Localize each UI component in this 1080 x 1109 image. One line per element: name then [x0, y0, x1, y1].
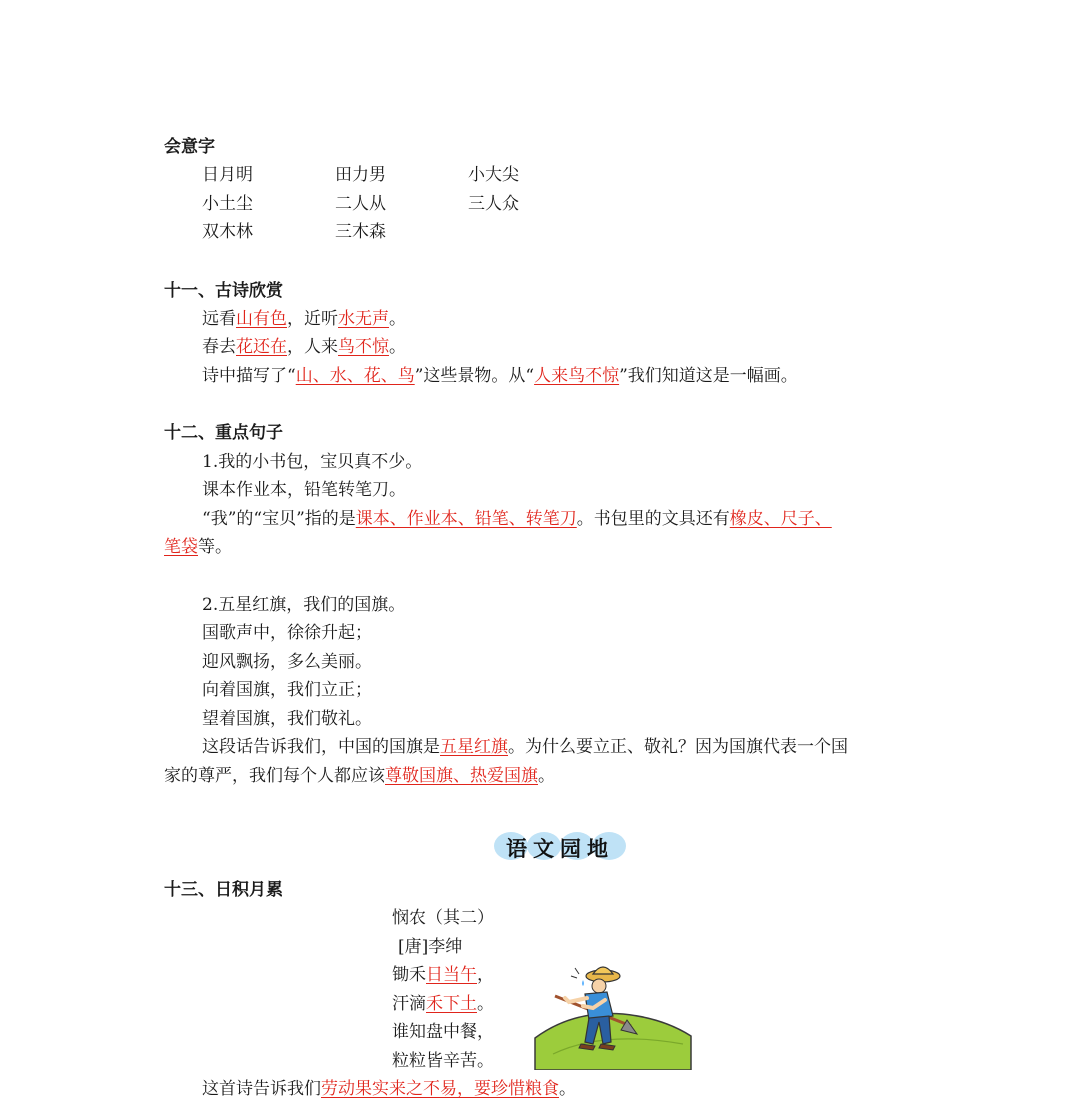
word-item: 日月明	[202, 165, 253, 185]
answer-line: “我”的“宝贝”指的是课本、作业本、铅笔、转笔刀。书包里的文具还有橡皮、尺子、	[202, 509, 832, 529]
poem-line: 远看山有色，近听水无声。	[202, 309, 406, 329]
sentence-line: 向着国旗，我们立正；	[202, 680, 372, 700]
poem-author: [唐]李绅	[398, 937, 463, 957]
poem-line: 锄禾日当午，	[392, 965, 494, 985]
sentence-line: 2.五星红旗，我们的国旗。	[202, 595, 406, 615]
poem-line: 汗滴禾下土。	[392, 994, 494, 1014]
answer-text: 人来鸟不惊	[534, 366, 620, 386]
word-item: 三木森	[335, 222, 386, 242]
poem-line: 谁知盘中餐，	[392, 1022, 494, 1042]
word-item: 二人从	[335, 194, 386, 214]
yuwen-yuandi-banner	[494, 826, 626, 866]
answer-line: 这首诗告诉我们劳动果实来之不易，要珍惜粮食。	[202, 1079, 576, 1099]
word-item: 双木林	[202, 222, 253, 242]
word-item: 小土尘	[202, 194, 253, 214]
poem-line: 春去花还在，人来鸟不惊。	[202, 337, 406, 357]
poem-line: 粒粒皆辛苦。	[392, 1051, 494, 1071]
poem-title: 悯农（其二）	[392, 908, 494, 928]
answer-text: 五星红旗	[440, 737, 508, 757]
section-title-rijiyuelei: 十三、日积月累	[164, 880, 283, 900]
answer-text: 尊敬国旗、热爱国旗	[385, 766, 538, 786]
banner-title: 语文园地	[506, 837, 614, 861]
sentence-line: 国歌声中，徐徐升起；	[202, 623, 372, 643]
explanation-line: 诗中描写了“山、水、花、鸟”这些景物。从“人来鸟不惊”我们知道这是一幅画。	[202, 366, 798, 386]
answer-text: 日当午	[426, 965, 477, 985]
answer-text: 劳动果实来之不易，要珍惜粮食	[321, 1079, 559, 1099]
sentence-line: 课本作业本，铅笔转笔刀。	[202, 480, 406, 500]
answer-text: 笔袋	[164, 537, 198, 557]
section-title-gushi: 十一、古诗欣赏	[164, 281, 283, 301]
answer-line: 家的尊严，我们每个人都应该尊敬国旗、热爱国旗。	[164, 766, 555, 786]
section-title-zhongdian: 十二、重点句子	[164, 423, 283, 443]
farmer-hoeing-illustration	[533, 958, 693, 1070]
answer-text: 山、水、花、鸟	[295, 366, 415, 386]
sentence-line: 迎风飘扬，多么美丽。	[202, 652, 372, 672]
section-title-huiyizi: 会意字	[164, 137, 215, 157]
word-item: 小大尖	[468, 165, 519, 185]
answer-text: 山有色	[236, 309, 287, 329]
answer-text: 橡皮、尺子、	[729, 509, 832, 529]
answer-line: 笔袋等。	[164, 537, 232, 557]
word-item: 田力男	[335, 165, 386, 185]
answer-text: 课本、作业本、铅笔、转笔刀	[355, 509, 577, 529]
word-item: 三人众	[468, 194, 519, 214]
answer-text: 鸟不惊	[338, 337, 389, 357]
sentence-line: 1.我的小书包，宝贝真不少。	[202, 452, 423, 472]
sentence-line: 望着国旗，我们敬礼。	[202, 709, 372, 729]
answer-line: 这段话告诉我们，中国的国旗是五星红旗。为什么要立正、敬礼？因为国旗代表一个国	[202, 737, 848, 757]
answer-text: 水无声	[338, 309, 389, 329]
answer-text: 禾下土	[426, 994, 477, 1014]
answer-text: 花还在	[236, 337, 287, 357]
